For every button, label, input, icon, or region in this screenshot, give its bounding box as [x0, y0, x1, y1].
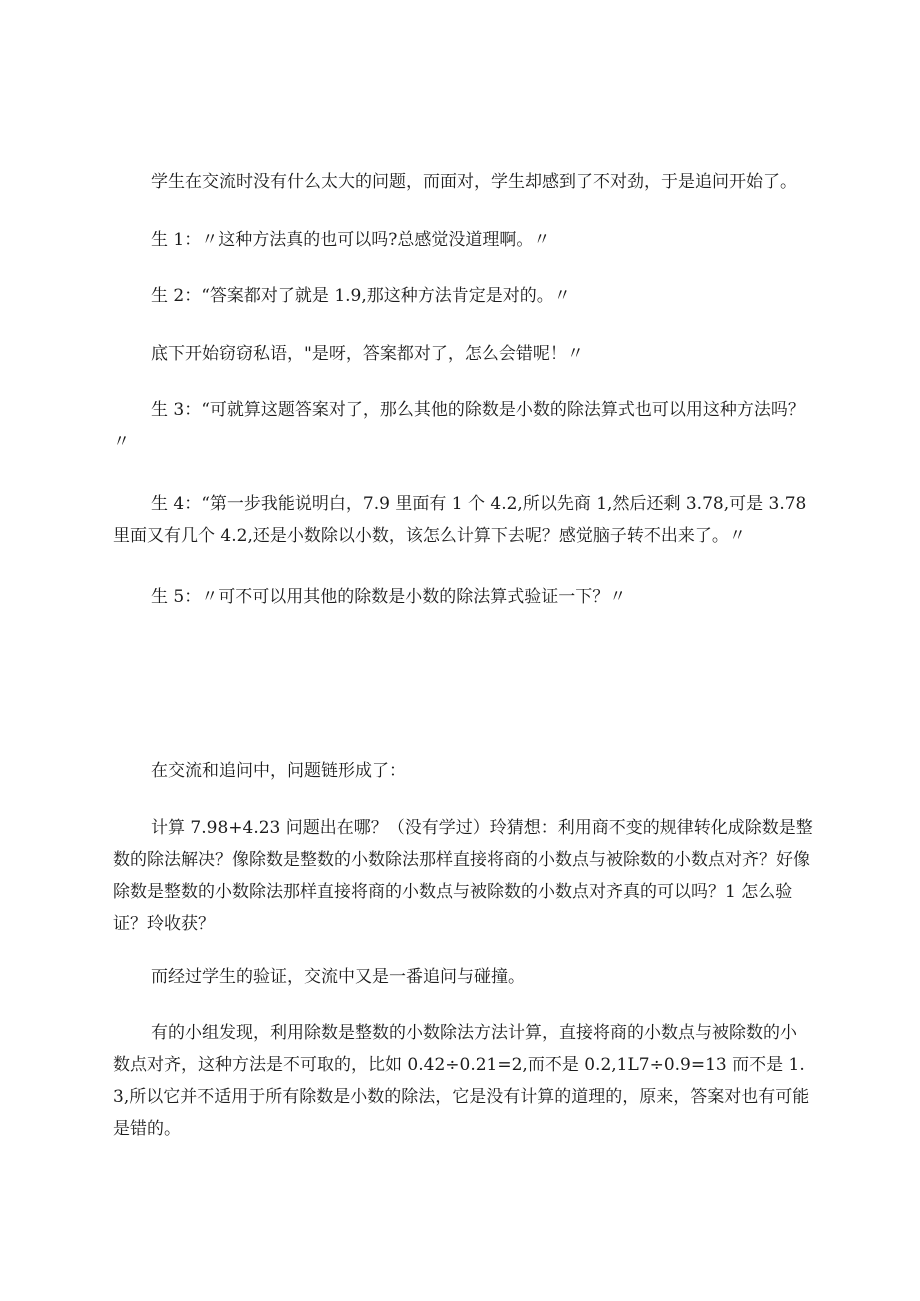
paragraph-question-chain: 在交流和追问中，问题链形成了：: [151, 761, 406, 781]
paragraph-student-2: 生 2：“答案都对了就是 1.9,那这种方法肯定是对的。〃: [151, 286, 571, 306]
paragraph-student-4: 生 4：“第一步我能说明白，7.9 里面有 1 个 4.2,所以先商 1,然后还剩 3.78,可是 3.78 里面又有几个 4.2,还是小数除以小数，该怎么计算下去呢？感觉脑子转不出来了。〃: [113, 494, 807, 546]
paragraph-whispers: 底下开始窃窃私语，"是呀，答案都对了，怎么会错呢！〃: [151, 344, 584, 364]
paragraph-calculation: 计算 7.98+4.23 问题出在哪？（没有学过）玲猜想：利用商不变的规律转化成除数是整数的除法解决？像除数是整数的小数除法那样直接将商的小数点与被除数的小数点对齐？好像除数是整数的小数除法那样直接将商的小数点与被除数的小数点对齐真的可以吗？1 怎么验证？玲收获？: [113, 818, 813, 934]
paragraph-intro: 学生在交流时没有什么太大的问题，而面对，学生却感到了不对劲，于是追问开始了。: [151, 172, 797, 192]
paragraph-verification: 而经过学生的验证，交流中又是一番追问与碰撞。: [151, 967, 525, 987]
paragraph-group-finding: 有的小组发现，利用除数是整数的小数除法方法计算，直接将商的小数点与被除数的小数点对齐，这种方法是不可取的，比如 0.42÷0.21=2,而不是 0.2,1L7÷0.9=13 而不是 1.3,所以它并不适用于所有除数是小数的除法，它是没有计算的道理的，原来，答案对也有可能是错的。: [113, 1023, 810, 1139]
paragraph-student-1: 生 1：〃这种方法真的也可以吗?总感觉没道理啊。〃: [151, 230, 551, 250]
paragraph-student-5: 生 5：〃可不可以用其他的除数是小数的除法算式验证一下？〃: [151, 587, 627, 607]
paragraph-student-3: 生 3：“可就算这题答案对了，那么其他的除数是小数的除法算式也可以用这种方法吗？〃: [113, 400, 805, 452]
